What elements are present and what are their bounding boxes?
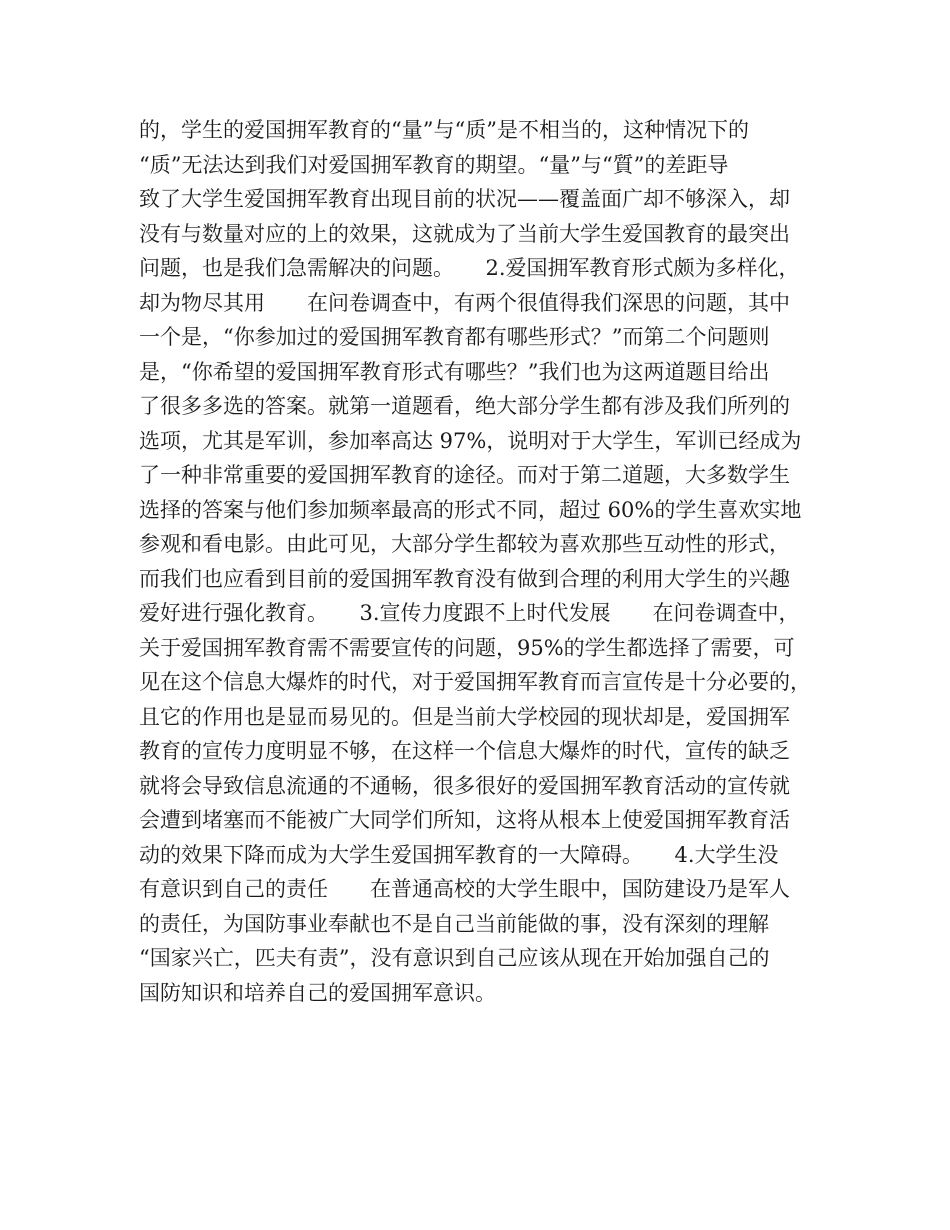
- text-line: 问题，也是我们急需解决的问题。 2.爱国拥军教育形式颇为多样化，: [139, 256, 800, 280]
- text-line: 关于爱国拥军教育需不需要宣传的问题，95%的学生都选择了需要，可: [139, 635, 795, 660]
- text-line: 一个是，“你参加过的爱国拥军教育都有哪些形式？”而第二个问题则: [139, 325, 770, 349]
- text-line: 是，“你希望的爱国拥军教育形式有哪些？”我们也为这两道题目给出: [139, 359, 770, 384]
- text-line: 教育的宣传力度明显不够，在这样一个信息大爆炸的时代，宣传的缺乏: [139, 739, 790, 763]
- text-line: 动的效果下降而成为大学生爱国拥军教育的一大障碍。 4.大学生没: [139, 842, 779, 867]
- text-line: “质”无法达到我们对爱国拥军教育的期望。“量”与“質”的差距导: [139, 152, 729, 177]
- text-line: 有意识到自己的责任 在普通高校的大学生眼中，国防建设乃是军人: [139, 877, 790, 901]
- text-line: 了很多多选的答案。就第一道题看，绝大部分学生都有涉及我们所列的: [139, 394, 790, 418]
- text-line: 没有与数量对应的上的效果，这就成为了当前大学生爱国教育的最突出: [139, 221, 790, 246]
- text-line: 而我们也应看到目前的爱国拥军教育没有做到合理的利用大学生的兴趣: [139, 566, 790, 591]
- text-line: 会遭到堵塞而不能被广大同学们所知，这将从根本上使爱国拥军教育活: [139, 808, 790, 832]
- text-line: 了一种非常重要的爱国拥军教育的途径。而对于第二道题，大多数学生: [139, 463, 790, 487]
- body-text: [139, 113, 839, 1010]
- text-line: 国防知识和培养自己的爱国拥军意识。: [139, 980, 496, 1005]
- text-line: 且它的作用也是显而易见的。但是当前大学校园的现状却是，爱国拥军: [139, 704, 790, 729]
- text-line: 参观和看电影。由此可见，大部分学生都较为喜欢那些互动性的形式，: [139, 532, 790, 556]
- text-line: 爱好进行强化教育。 3.宣传力度跟不上时代发展 在问卷调查中，: [139, 601, 800, 625]
- text-line: 选项，尤其是军训，参加率高达 97%，说明对于大学生，军训已经成为: [139, 428, 802, 453]
- text-line: 的，学生的爱国拥军教育的“量”与“质”是不相当的，这种情况下的: [139, 118, 749, 142]
- text-line: 就将会导致信息流通的不通畅，很多很好的爱国拥军教育活动的宣传就: [139, 773, 790, 798]
- text-line: 的责任，为国防事业奉献也不是自己当前能做的事，没有深刻的理解: [139, 911, 769, 936]
- text-line: 却为物尽其用 在问卷调查中，有两个很值得我们深思的问题，其中: [139, 290, 790, 315]
- text-line: 致了大学生爱国拥军教育出现目前的状况——覆盖面广却不够深入，却: [139, 187, 790, 211]
- text-line: 选择的答案与他们参加频率最高的形式不同，超过 60%的学生喜欢实地: [139, 497, 802, 522]
- text-line: 见在这个信息大爆炸的时代，对于爱国拥军教育而言宣传是十分必要的，: [139, 670, 811, 694]
- text-line: “国家兴亡，匹夫有责”，没有意识到自己应该从现在开始加强自己的: [139, 946, 770, 970]
